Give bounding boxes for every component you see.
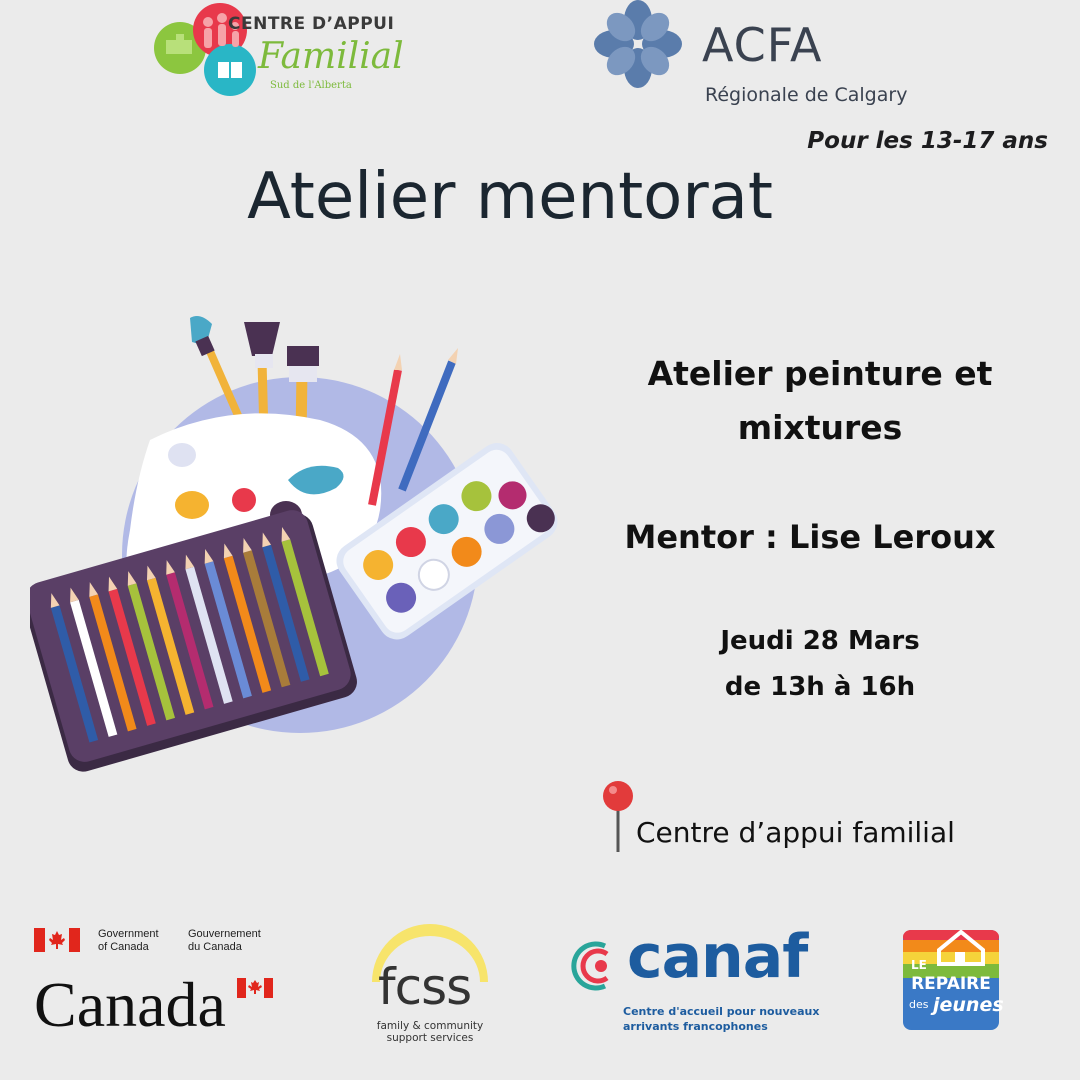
canaf-logo	[565, 922, 825, 1040]
schedule-time: de 13h à 16h	[724, 672, 916, 702]
canaf-wordmark: canaf	[627, 922, 808, 992]
acfa-name: ACFA	[702, 18, 823, 72]
repaire-word: REPAIRE	[911, 974, 991, 994]
canada-wordmark: Canada	[34, 969, 226, 1040]
canaf-subtitle-line1: Centre d'accueil pour nouveaux	[623, 1005, 820, 1018]
gov-en-line1: Government	[98, 928, 159, 940]
repaire-le: LE	[911, 958, 927, 972]
schedule	[660, 618, 980, 710]
workshop-title-line1: Atelier peinture et	[647, 354, 993, 393]
repaire-des-jeunes-logo	[903, 924, 1004, 1032]
gov-en-line2: of Canada	[98, 941, 149, 953]
canada-flag-icon	[237, 978, 273, 998]
cdaf-subtitle: Sud de l'Alberta	[270, 80, 352, 91]
gov-fr-line1: Gouvernement	[188, 928, 261, 940]
gov-fr-line2: du Canada	[188, 941, 242, 953]
fcss-subtitle-line2: support services	[386, 1032, 474, 1044]
fcss-wordmark: fcss	[378, 958, 472, 1016]
flower-logo-icon	[590, 0, 690, 90]
centre-appui-familial-logo	[150, 0, 410, 100]
canaf-swirl-icon	[565, 938, 625, 994]
fcss-logo	[360, 920, 500, 1050]
art-supplies-illustration	[30, 310, 570, 780]
canaf-subtitle	[623, 1004, 819, 1034]
location	[600, 778, 1020, 858]
audience-label: Pour les 13-17 ans	[807, 128, 1048, 154]
canaf-subtitle-line2: arrivants francophones	[623, 1020, 768, 1033]
acfa-subtitle: Régionale de Calgary	[705, 84, 908, 106]
workshop-title-line2: mixtures	[737, 408, 903, 447]
fcss-subtitle	[360, 1020, 500, 1044]
repaire-jeunes: jeunes	[933, 994, 1004, 1016]
location-text: Centre d’appui familial	[636, 816, 955, 849]
schedule-day: Jeudi 28 Mars	[720, 626, 920, 656]
repaire-des: des	[909, 998, 929, 1011]
government-of-canada-logo	[30, 920, 290, 1040]
canada-flag-icon	[34, 928, 80, 952]
acfa-logo	[590, 0, 910, 110]
workshop-title	[590, 347, 1050, 455]
map-pin-icon	[600, 778, 636, 858]
cdaf-script: Familial	[258, 36, 404, 77]
page-title: Atelier mentorat	[247, 160, 773, 234]
mentor-name: Mentor : Lise Leroux	[624, 518, 996, 556]
fcss-subtitle-line1: family & community	[376, 1020, 484, 1032]
cdaf-title: CENTRE D’APPUI	[228, 14, 395, 34]
